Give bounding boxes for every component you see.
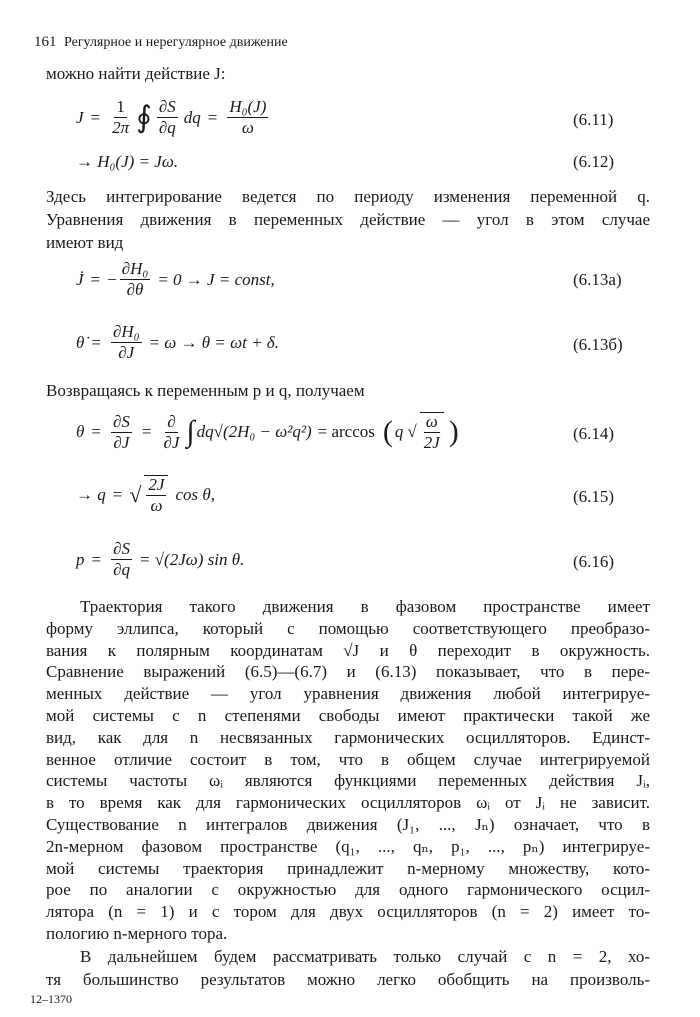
eq613a-lhs: J̇: [76, 269, 84, 289]
page-number: 161: [34, 34, 57, 50]
para2-line-7: вид, как для n несвязанных гармонических осцилляторов. Единст-: [46, 727, 650, 747]
para2-line-15: лятора (n = 1) и с тором для двух осцилляторов (n = 2) имеет то-: [46, 902, 650, 922]
para2-line-8: венное отличие состоит в том, что в общем случае интегрируемой: [46, 749, 650, 769]
contour-integral-symbol: ∮: [136, 100, 152, 134]
eq616-lhs: p: [76, 549, 85, 569]
equation-6-16: p = $\frac{\partial S}{\partial q}$ = √(2Jω) sin θ.: [76, 539, 245, 579]
para2-line-10: в то время как для гармонических осцилляторов ωᵢ от Jᵢ не зависит.: [46, 793, 650, 813]
eq616-rest: = √(2Jω) sin θ.: [139, 549, 245, 569]
eq-number-6-11: (6.11): [573, 110, 614, 129]
page-header: [34, 34, 288, 51]
para2-line-9: системы частоты ωᵢ являются функциями переменных действия Jᵢ,: [46, 771, 650, 791]
para2-line-4: Сравнение выражений (6.5)—(6.7) и (6.13) показывает, что в пере-: [46, 662, 650, 682]
eq615-lhs: → q: [76, 485, 106, 504]
para1-line-1: Здесь интегрирование ведется по периоду изменения переменной q.: [46, 187, 650, 206]
running-title: Регулярное и нерегулярное движение: [64, 35, 288, 50]
integral-symbol: ∫: [186, 415, 195, 448]
eq613a-frac: $\frac{\text{∂H₀}}{\partial\theta}$: [121, 259, 149, 299]
para2-line-3: вания к полярным координатам √J и θ переходит в окружность.: [46, 640, 650, 660]
eq-number-6-13b: (6.13б): [573, 335, 623, 354]
eq613b-rest: = ω → θ = ωt + δ.: [148, 332, 279, 352]
eq614-arg-frac: $\frac{\omega}{2J}$: [420, 412, 444, 452]
eq615-frac: $\frac{2J}{\omega}$: [144, 475, 168, 515]
return-line: Возвращаясь к переменным p и q, получаем: [46, 381, 365, 400]
para1-line-2: Уравнения движения в переменных действие — угол в этом случае: [46, 210, 650, 229]
eq614-lhs: θ: [76, 422, 85, 441]
eq-number-6-12: (6.12): [573, 152, 615, 171]
para3-line-2: тя большинство результатов можно легко обобщить на произволь-: [46, 970, 650, 989]
equation-6-14: θ = $\frac{\partial S}{\partial J}$ = $\frac{\partial}{\partial J}$ ∫ dq√(2H₀ − ω²q²) = arccos ( q √ $\frac{\omega}{2J}$ ): [76, 411, 459, 452]
para1-line-3: имеют вид: [46, 233, 124, 252]
eq611-dq: dq: [183, 107, 201, 127]
eq614-arccos: = arccos: [317, 422, 375, 441]
eq611-rhs: $\frac{\text{H₀(J)}}{\omega}$: [229, 97, 267, 137]
eq614-integrand: dq√(2H₀ − ω²q²): [196, 422, 312, 441]
eq611-dsdq: $\frac{\partial S}{\partial q}$: [158, 97, 176, 137]
para2-line-5: менных действие — угол уравнения движения любой интегрируе-: [46, 684, 650, 704]
para2-line-16: пологию n-мерного тора.: [46, 924, 228, 943]
equation-6-12: → H₀(J) = Jω.: [76, 152, 179, 171]
signature-mark: 12–1370: [30, 992, 72, 1006]
eq-number-6-15: (6.15): [573, 487, 615, 506]
eq-number-6-13a: (6.13а): [573, 270, 622, 289]
eq613a-minus: −: [107, 269, 117, 289]
para3-line-1: В дальнейшем будем рассматривать только случай с n = 2, хо-: [80, 947, 650, 966]
eq614-arg-q: q: [394, 422, 404, 441]
eq613b-lhs: θ̇: [76, 332, 85, 352]
eq-number-6-14: (6.14): [573, 424, 615, 443]
para2-line-1: Траектория такого движения в фазовом пространстве имеет: [80, 597, 650, 616]
eq614-frac2: $\frac{\partial}{\partial J}$: [163, 411, 180, 452]
eq613b-frac: $\frac{\text{∂H₀}}{\partial J}$: [112, 322, 140, 362]
equation-6-13b: θ̇ = $\frac{\text{∂H₀}}{\partial J}$ = ω → θ = ωt + δ.: [76, 322, 279, 362]
para2-line-11: Существование n интегралов движения (J₁, ..., Jₙ) означает, что в: [46, 815, 650, 834]
para2-line-2: форму эллипса, который с помощью соответствующего преобразо-: [46, 618, 650, 638]
intro-line: можно найти действие J:: [46, 64, 226, 83]
eq611-coef: $\frac{1}{2\pi}$: [112, 97, 130, 137]
eq615-rest: cos θ,: [175, 485, 215, 504]
para2-line-13: мой системы траектория принадлежит n-мерному множеству, кото-: [46, 858, 650, 878]
eq613a-rest: = 0 → J = const,: [157, 269, 275, 289]
eq-number-6-16: (6.16): [573, 552, 615, 571]
para2-line-6: мой системы с n степенями свободы имеют практически такой же: [46, 706, 650, 725]
eq616-frac: $\frac{\partial S}{\partial q}$: [113, 539, 130, 579]
equation-6-11: J = $\frac{1}{2\pi}$ ∮ $\frac{\partial S}{\partial q}$ dq = $\frac{\text{H₀(J)}}{\omega}$: [76, 97, 267, 137]
eq614-frac1: $\frac{\partial S}{\partial J}$: [112, 411, 130, 452]
equation-6-13a: J̇ = − $\frac{\text{∂H₀}}{\partial\theta}$ = 0 → J = const,: [76, 259, 275, 299]
para2-line-12: 2n-мерном фазовом пространстве (q₁, ..., qₙ, p₁, ..., pₙ) интегрируе-: [46, 836, 650, 856]
equation-6-15: → q = √ $\frac{2J}{\omega}$ cos θ,: [76, 475, 215, 515]
eq611-lhs: J: [76, 107, 84, 127]
para2-line-14: рое по аналогии с окружностью для одного гармонического осцил-: [46, 880, 650, 900]
